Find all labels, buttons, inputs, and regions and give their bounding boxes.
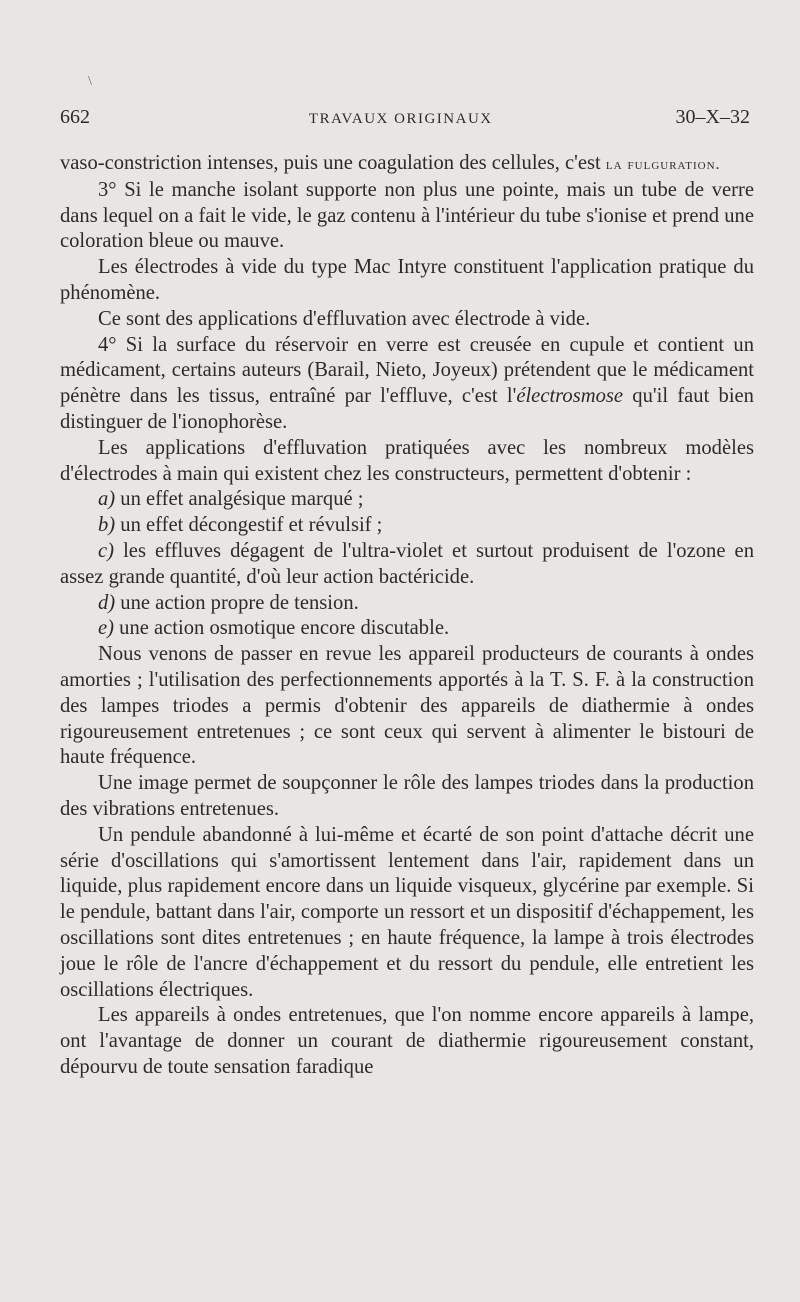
paragraph: vaso-constriction intenses, puis une coagulation des cellules, c'est la fulguration.: [60, 152, 721, 174]
list-item: c) les effluves dégagent de l'ultra-violet et surtout produisent de l'ozone en assez grande quantité, d'où leur action bactéricide.: [60, 539, 754, 588]
paragraph: Une image permet de soupçonner le rôle des lampes triodes dans la production des vibrations entretenues.: [60, 772, 754, 820]
paragraph: 4° Si la surface du réservoir en verre est creusée en cupule et contient un médicament, certains auteurs (Barail, Nieto, Joyeux) prétendent que le médicament pénètre dans les tissus, entraîné par l'effluve, c'est l'électrosmose qu'il faut bien distinguer de l'ionophorèse.: [60, 333, 754, 433]
list-item: b) un effet décongestif et révulsif ;: [98, 514, 383, 537]
paragraph: 3° Si le manche isolant supporte non plus une pointe, mais un tube de verre dans lequel on a fait le vide, le gaz contenu à l'intérieur du tube s'ionise et prend une coloration bleue ou mauve.: [60, 178, 754, 253]
paragraph: Ce sont des applications d'effluvation avec électrode à vide.: [98, 307, 591, 330]
list-item: d) une action propre de tension.: [98, 591, 359, 614]
term-electrosmose: électrosmose: [516, 385, 624, 408]
print-speck: \: [88, 74, 92, 89]
list-item: e) une action osmotique encore discutable.: [98, 617, 450, 640]
list-marker: b): [98, 514, 116, 537]
list-marker: a): [98, 488, 116, 511]
issue-date: 30–X–32: [675, 106, 750, 128]
page-number: 662: [60, 106, 90, 128]
paragraph: Un pendule abandonné à lui-même et écarté de son point d'attache décrit une série d'oscillations qui s'amortissent lentement dans l'air, rapidement dans un liquide, plus rapidement encore dans un liquide visqueux, glycérine par exemple. Si le pendule, battant dans l'air, comporte un ressort et un dispositif d'échappement, les oscillations sont dites entretenues ; en haute fréquence, la lampe à trois électrodes joue le rôle de l'ancre d'échappement et du ressort du pendule, elle entretient les oscillations électriques.: [60, 823, 754, 1001]
article-body: [60, 151, 754, 1081]
list-marker: c): [98, 539, 114, 562]
list-item: a) un effet analgésique marqué ;: [98, 488, 364, 511]
list-marker: e): [98, 617, 114, 640]
running-header: [60, 106, 754, 129]
list-marker: d): [98, 591, 116, 614]
running-title: TRAVAUX ORIGINAUX: [308, 111, 493, 127]
term-fulguration: la fulguration.: [605, 156, 721, 173]
paragraph: Nous venons de passer en revue les appareil producteurs de courants à ondes amorties ; l'utilisation des perfectionnements apportés à la T. S. F. à la construction des lampes triodes a permis d'obtenir des appareils de diathermie à ondes rigoureusement entretenues ; ce sont ceux qui servent à alimenter le bistouri de haute fréquence.: [60, 643, 754, 769]
paragraph: Les appareils à ondes entretenues, que l'on nomme encore appareils à lampe, ont l'avantage de donner un courant de diathermie rigoureusement constant, dépourvu de toute sensation faradique: [60, 1004, 754, 1078]
paragraph: Les applications d'effluvation pratiquées avec les nombreux modèles d'électrodes à main qui existent chez les constructeurs, permettent d'obtenir :: [60, 436, 754, 485]
paragraph: Les électrodes à vide du type Mac Intyre constituent l'application pratique du phénomène.: [60, 256, 754, 304]
